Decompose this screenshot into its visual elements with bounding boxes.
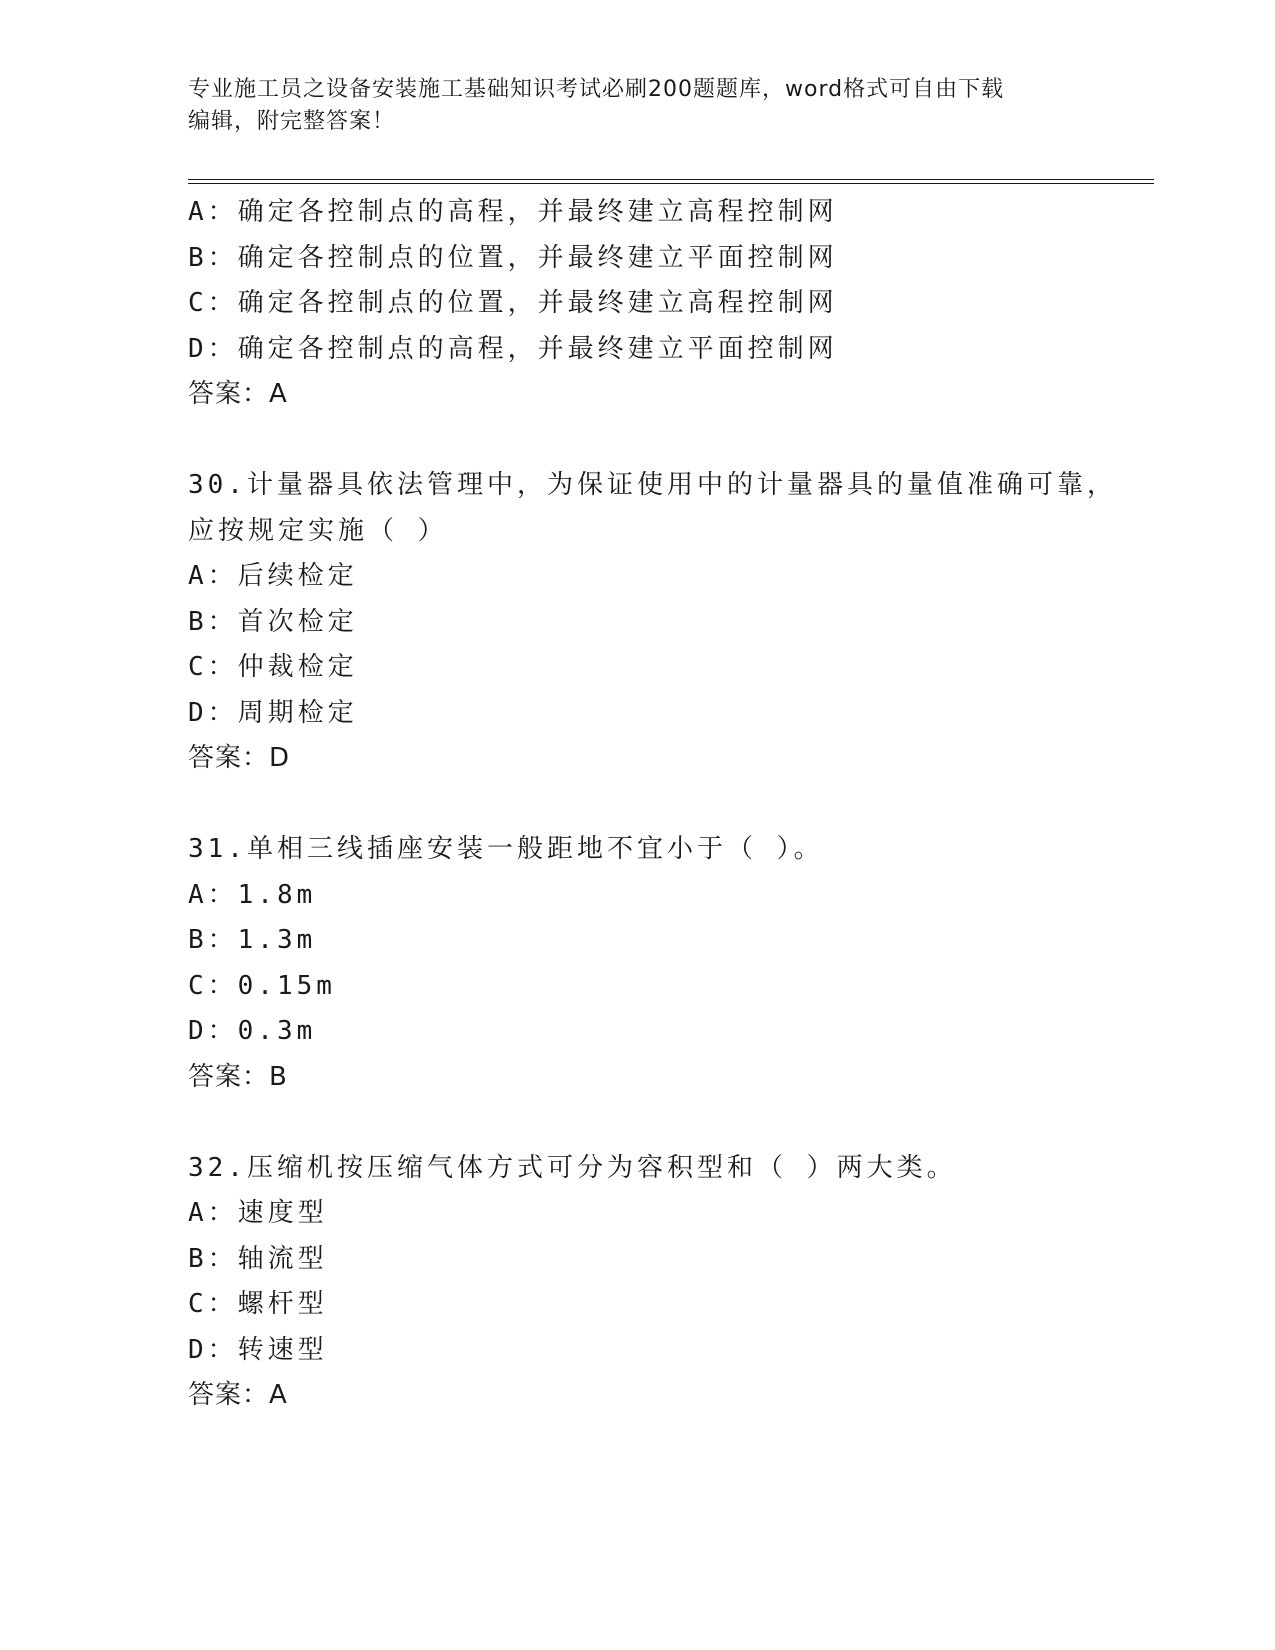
- answer-line: 答案：D: [188, 743, 291, 773]
- option-d: D：确定各控制点的高程，并最终建立平面控制网: [188, 333, 838, 364]
- option-c: C：0.15m: [188, 970, 336, 1001]
- option-c: C：仲裁检定: [188, 652, 358, 682]
- answer-line: 答案：B: [188, 1061, 288, 1092]
- answer-line: 答案：A: [188, 379, 288, 409]
- option-b: B：1.3m: [188, 925, 317, 955]
- question-spacer: [188, 1100, 1128, 1146]
- question-31: [188, 827, 1128, 1100]
- header-title-line2: 编辑，附完整答案！: [188, 109, 396, 134]
- option-d: D：转速型: [188, 1334, 328, 1365]
- question-list: [188, 190, 1128, 1419]
- option-d: D：0.3m: [188, 1016, 317, 1046]
- option-a: A：确定各控制点的高程，并最终建立高程控制网: [188, 197, 838, 227]
- header-title-line1: 专业施工员之设备安装施工基础知识考试必刷200题题库，word格式可自由下载: [188, 77, 1005, 102]
- question-spacer: [188, 418, 1128, 464]
- option-a: A：1.8m: [188, 879, 317, 910]
- question-spacer: [188, 782, 1128, 828]
- question-stem: 30.计量器具依法管理中，为保证使用中的计量器具的量值准确可靠，: [188, 470, 1117, 500]
- answer-line: 答案：A: [188, 1380, 288, 1410]
- option-b: B：轴流型: [188, 1243, 328, 1274]
- option-b: B：首次检定: [188, 606, 358, 637]
- question-stem: 32.压缩机按压缩气体方式可分为容积型和（ ）两大类。: [188, 1152, 957, 1183]
- header-divider-top: [188, 179, 1154, 180]
- question-stem-continued: 应按规定实施（ ）: [188, 515, 448, 546]
- question-30: [188, 463, 1128, 782]
- option-d: D：周期检定: [188, 697, 358, 728]
- option-b: B：确定各控制点的位置，并最终建立平面控制网: [188, 242, 838, 273]
- option-a: A：速度型: [188, 1198, 328, 1228]
- option-c: C：螺杆型: [188, 1289, 328, 1319]
- question-29: [188, 190, 1128, 418]
- document-header: [188, 74, 1068, 138]
- question-stem: 31.单相三线插座安装一般距地不宜小于（ ）。: [188, 834, 824, 864]
- option-a: A：后续检定: [188, 561, 358, 591]
- header-divider-bottom: [188, 183, 1154, 184]
- question-32: [188, 1146, 1128, 1419]
- option-c: C：确定各控制点的位置，并最终建立高程控制网: [188, 288, 838, 318]
